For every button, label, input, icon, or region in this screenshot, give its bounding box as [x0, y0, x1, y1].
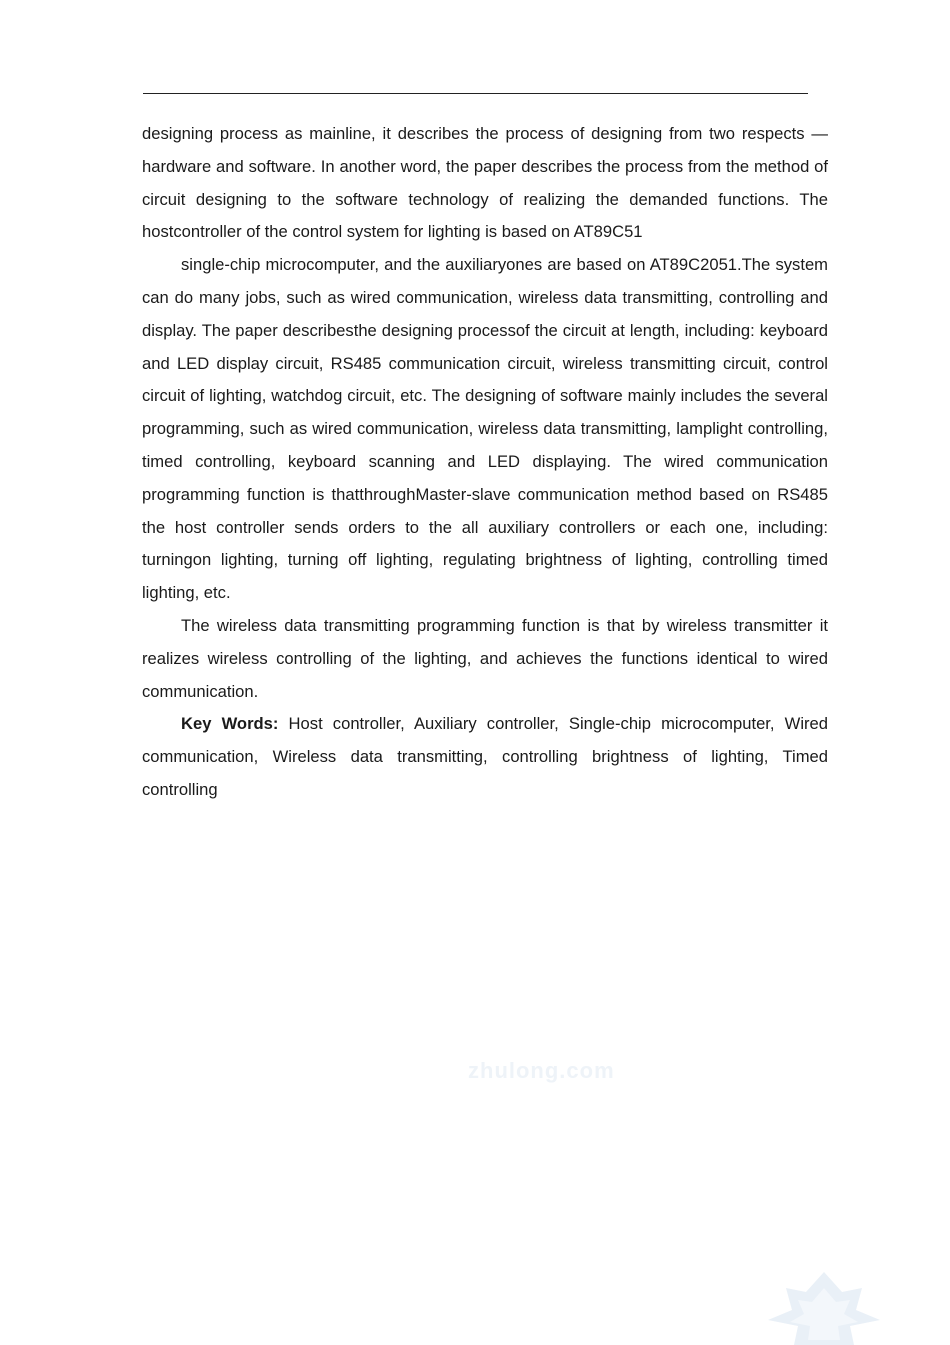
watermark-logo-icon: [766, 1270, 882, 1345]
header-rule: [143, 93, 808, 94]
keywords-paragraph: [142, 708, 828, 806]
keywords-label: Key Words:: [181, 714, 279, 734]
paragraph-2: single-chip microcomputer, and the auxiliaryones are based on AT89C2051.The system can do many jobs, such as wired communication, wireless data transmitting, controlling and display. The paper describesthe designing processof the circuit at length, including: keyboard and LED display circuit, RS485 communication circuit, wireless transmitting circuit, control circuit of lighting, watchdog circuit, etc. The designing of software mainly includes the several programming, such as wired communication, wireless data transmitting, lamplight controlling, timed controlling, keyboard scanning and LED displaying. The wired communication programming function is thatthroughMaster-slave communication method based on RS485 the host controller sends orders to the all auxiliary controllers or each one, including: turningon lighting, turning off lighting, regulating brightness of lighting, controlling timed lighting, etc.: [142, 255, 828, 603]
paragraph-1: designing process as mainline, it describes the process of designing from two respects — hardware and software. In another word, the paper describes the process from the method of circuit designing to the software technology of realizing the demanded functions. The hostcontroller of the control system for lighting is based on AT89C51: [142, 124, 828, 242]
abstract-body: [142, 118, 828, 807]
paragraph-3: The wireless data transmitting programming function is that by wireless transmitter it realizes wireless controlling of the lighting, and achieves the functions identical to wired communication.: [142, 615, 828, 701]
watermark-text: zhulong.com: [468, 1058, 615, 1083]
keywords-text: Host controller, Auxiliary controller, Single-chip microcomputer, Wired communication, Wireless data transmitting, controlling brightness of lighting, Timed controlling: [142, 714, 828, 799]
